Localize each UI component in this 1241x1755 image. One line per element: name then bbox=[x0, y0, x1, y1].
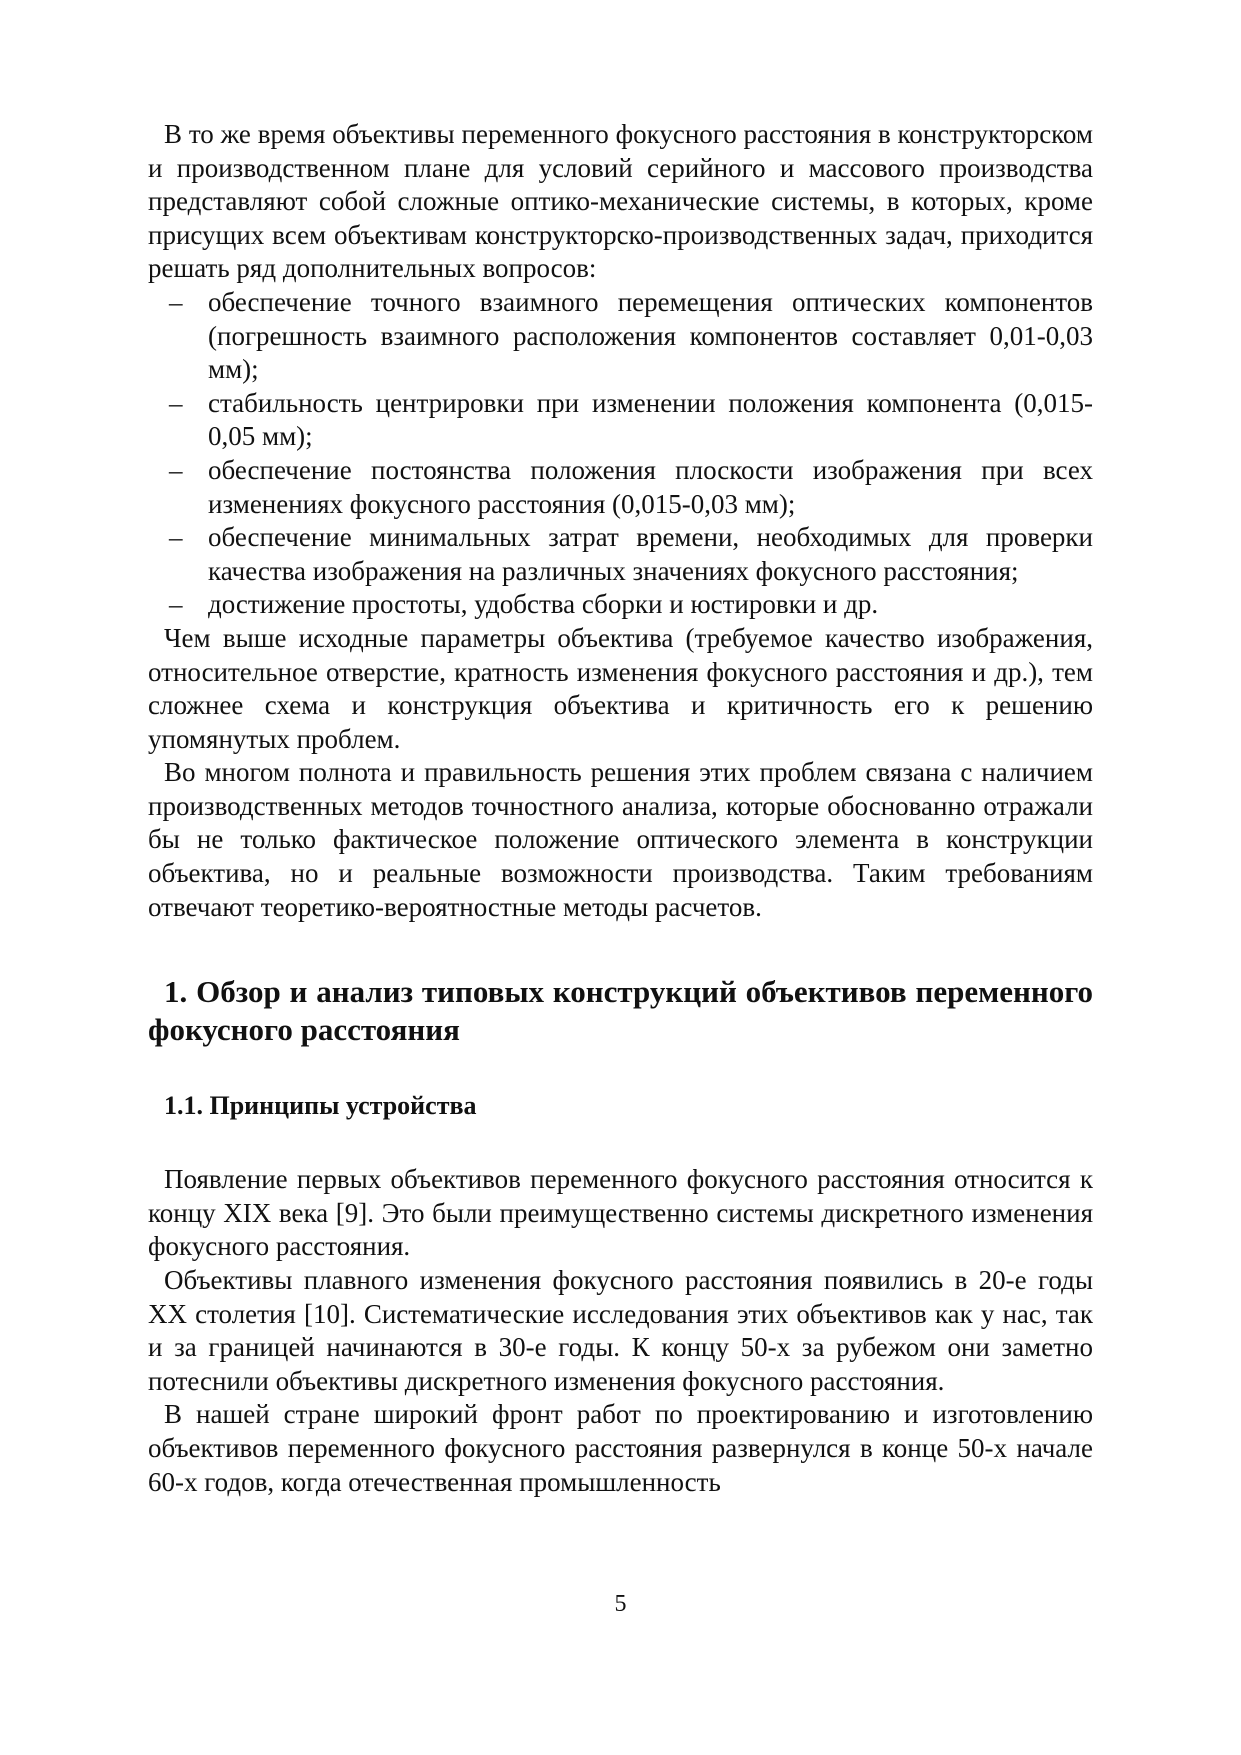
intro-paragraph-3: Во многом полнота и правильность решения этих проблем связана с наличием производственных методов точностного анализа, которые обоснованно отражали бы не только фактическое положение оптического элемента в конструкции объектива, но и реальные возможности производства. Таким требованиям отвечают теоретико-вероятностные методы расчетов. bbox=[148, 757, 1093, 922]
list-item bbox=[169, 387, 1093, 454]
section-heading: 1. Обзор и анализ типовых конструкций объективов переменного фокусного расстояния bbox=[148, 974, 1093, 1048]
page-number: 5 bbox=[614, 1591, 627, 1617]
dash-marker: – bbox=[169, 286, 183, 317]
section-paragraph-1: Появление первых объективов переменного фокусного расстояния относится к концу XIX века [9]. Это были преимущественно системы дискретного изменения фокусного расстояния. bbox=[148, 1164, 1093, 1262]
intro-paragraph-1: В то же время объективы переменного фокусного расстояния в конструкторском и производственном плане для условий серийного и массового производства представляют собой сложные оптико-механические системы, в которых, кроме присущих всем объективам конструкторско-производственных задач, приходится решать ряд дополнительных вопросов: bbox=[148, 119, 1093, 284]
list-item-text: обеспечение точного взаимного перемещения оптических компонентов (погрешность взаимного расположения компонентов составляет 0,01-0,03 мм); bbox=[208, 286, 1093, 385]
list-item bbox=[169, 521, 1093, 588]
dash-marker: – bbox=[169, 589, 183, 620]
section-paragraph-3: В нашей стране широкий фронт работ по проектированию и изготовлению объективов переменного фокусного расстояния развернулся в конце 50-х начале 60-х годов, когда отечественная промышленность bbox=[148, 1399, 1093, 1497]
section-paragraph-2: Объективы плавного изменения фокусного расстояния появились в 20-е годы XX столетия [10]. Систематические исследования этих объективов как у нас, так и за границей начинаются в 30-е годы. К концу 50-х за рубежом они заметно потеснили объективы дискретного изменения фокусного расстояния. bbox=[148, 1265, 1093, 1396]
dash-marker: – bbox=[169, 454, 183, 485]
list-item-text: стабильность центрировки при изменении положения компонента (0,015-0,05 мм); bbox=[208, 387, 1093, 452]
list-item bbox=[169, 286, 1093, 387]
list-item-text: обеспечение минимальных затрат времени, необходимых для проверки качества изображения на различных значениях фокусного расстояния; bbox=[208, 522, 1093, 586]
dash-marker: – bbox=[169, 387, 183, 418]
page-body bbox=[148, 118, 1093, 1499]
dash-marker: – bbox=[169, 522, 183, 553]
list-item-text: достижение простоты, удобства сборки и юстировки и др. bbox=[208, 589, 879, 620]
list-item bbox=[169, 588, 1093, 622]
list-item bbox=[169, 454, 1093, 521]
subsection-heading: 1.1. Принципы устройства bbox=[164, 1091, 477, 1121]
requirements-list bbox=[148, 286, 1093, 622]
intro-paragraph-2: Чем выше исходные параметры объектива (требуемое качество изображения, относительное отверстие, кратность изменения фокусного расстояния и др.), тем сложнее схема и конструкция объектива и критичность его к решению упомянутых проблем. bbox=[148, 622, 1093, 754]
list-item-text: обеспечение постоянства положения плоскости изображения при всех изменениях фокусного расстояния (0,015-0,03 мм); bbox=[208, 454, 1093, 519]
